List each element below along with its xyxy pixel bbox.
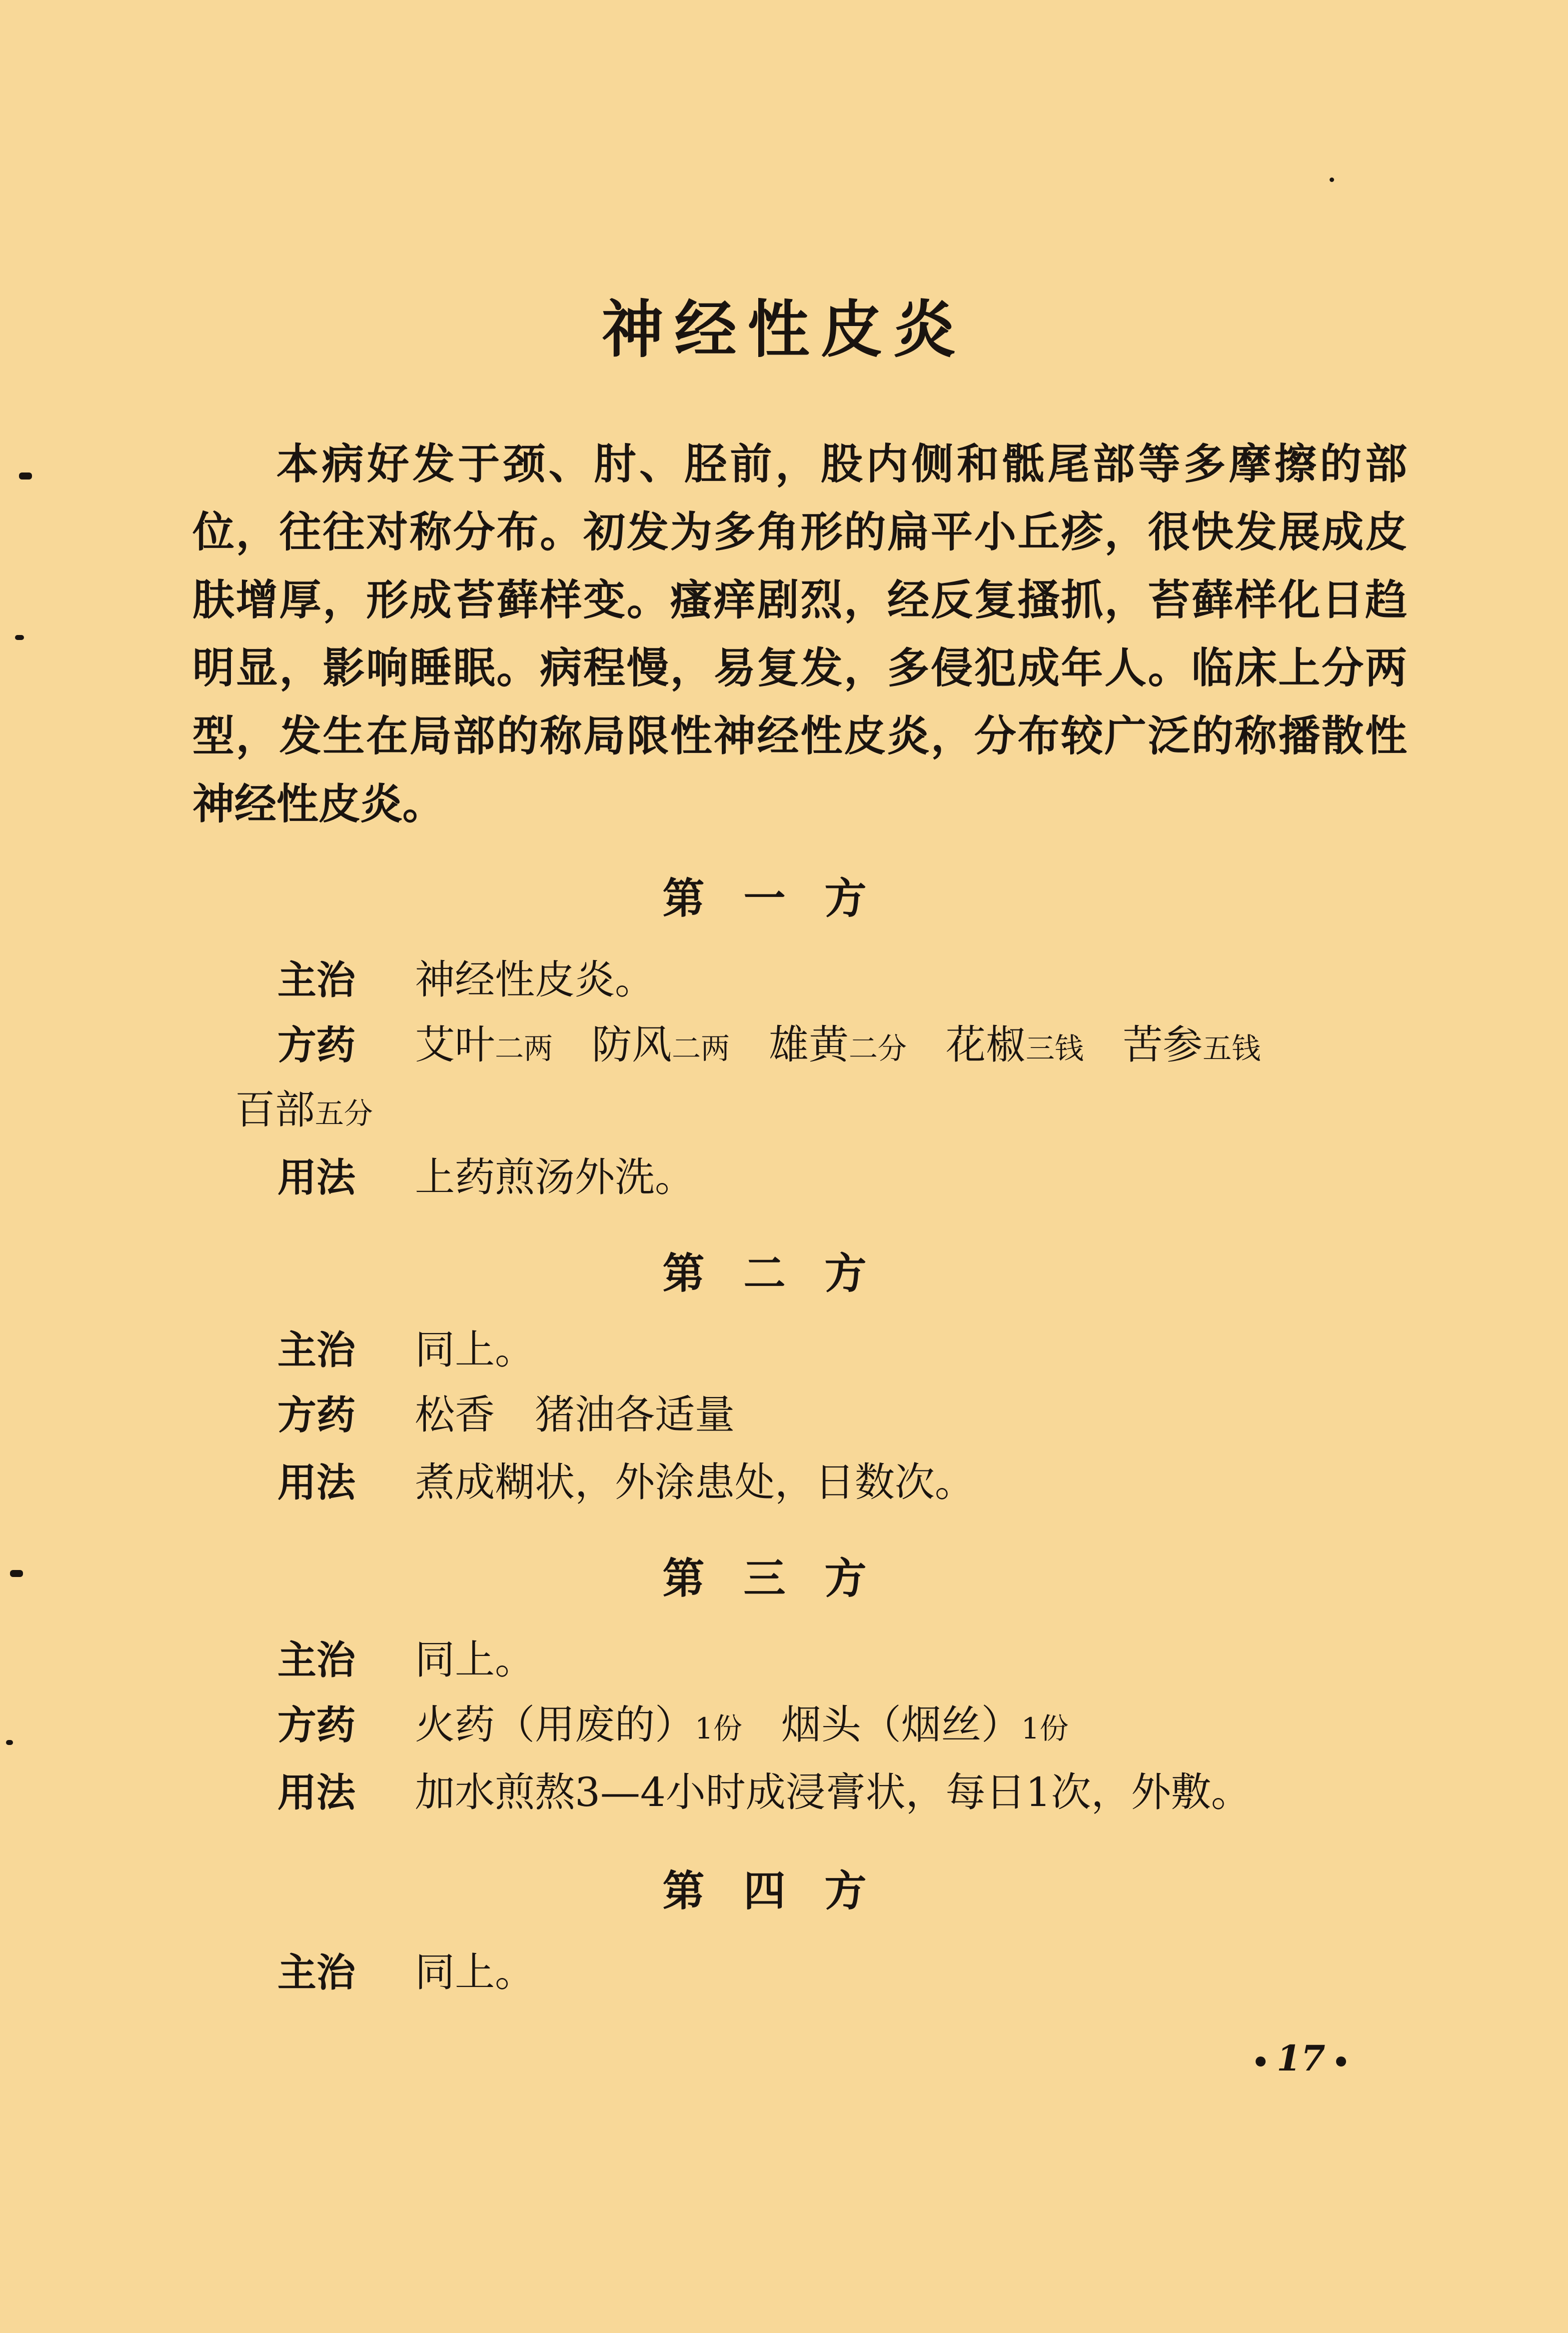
drug-amount: 五分 [315,1096,373,1130]
drug-amount: 二两 [672,1032,730,1066]
drug-name: 苦参 [1123,1022,1203,1068]
intro-paragraph: 本病好发于颈、肘、胫前，股内侧和骶尾部等多摩擦的部位，往往对称分布。初发为多角形的扁平小丘疹，很快发展成皮肤增厚，形成苔藓样变。瘙痒剧烈，经反复搔抓，苔藓样化日趋明显，影响睡眠。病程慢，易复发，多侵犯成年人。临床上分两型，发生在局部的称局限性神经性皮炎，分布较广泛的称播散性神经性皮炎。 [192,439,1407,828]
page-title: 神经性皮炎 [601,294,967,366]
drug-item [769,1012,907,1081]
indication-label: 主治 [277,1950,356,1996]
section-heading: 第四方 [662,1866,906,1916]
drug-amount: 1份 [695,1712,742,1746]
bullet-icon [1256,2056,1266,2066]
page-number [1245,2038,1357,2079]
drug-item [781,1692,1069,1761]
indication-label: 主治 [277,1328,356,1373]
usage-row [277,1450,1417,1516]
formula-list [415,1012,1261,1081]
formula-list [415,1692,1069,1761]
formula-row [277,1012,1417,1081]
formula-row [277,1382,1417,1448]
drug-name: 火药（用废的） [415,1702,695,1748]
usage-text: 加水煎熬3—4小时成浸膏状，每日1次，外敷。 [415,1769,1251,1816]
drug-amount: 二两 [495,1032,553,1066]
indication-row [277,1940,1417,2006]
indication-text: 神经性皮炎。 [415,956,655,1003]
drug-name: 防风 [592,1022,672,1068]
indication-row [277,948,1417,1013]
section-heading: 第二方 [662,1249,906,1298]
usage-label: 用法 [277,1770,356,1816]
indication-row [277,1318,1417,1383]
indication-label: 主治 [277,958,356,1003]
usage-label: 用法 [277,1460,356,1506]
drug-name: 艾叶 [415,1022,495,1068]
indication-label: 主治 [277,1638,356,1683]
indication-text: 同上。 [415,1949,535,1996]
indication-text: 同上。 [415,1636,535,1683]
formula-label: 方药 [277,1703,356,1748]
page-number-text: 17 [1277,2038,1326,2079]
margin-mark [6,1740,13,1745]
drug-name: 百部 [235,1086,315,1133]
margin-mark [15,635,24,640]
bullet-icon [1336,2056,1346,2066]
drug-name: 雄黄 [769,1022,849,1068]
drug-item [946,1012,1084,1081]
usage-row [277,1145,1417,1210]
formula-label: 方药 [277,1023,356,1068]
drug-item [415,1692,742,1761]
drug-item [415,1012,553,1081]
section-heading: 第三方 [662,1554,906,1603]
formula-label: 方药 [277,1393,356,1438]
usage-text: 上药煎汤外洗。 [415,1154,695,1200]
drug-amount: 三钱 [1026,1032,1084,1066]
speck [1330,178,1334,182]
margin-mark [19,472,32,480]
drug-amount: 二分 [849,1032,907,1066]
drug-name: 烟头（烟丝） [781,1702,1021,1748]
usage-label: 用法 [277,1156,356,1200]
usage-row [277,1760,1417,1826]
formula-continuation [235,1078,373,1146]
drug-name: 花椒 [946,1022,1026,1068]
indication-row [277,1628,1417,1693]
drug-item [1123,1012,1261,1081]
indication-text: 同上。 [415,1326,535,1373]
formula-text: 松香 猪油各适量 [415,1392,735,1438]
drug-amount: 五钱 [1203,1032,1261,1066]
usage-text: 煮成糊状，外涂患处，日数次。 [415,1459,975,1506]
formula-row [277,1692,1417,1761]
drug-item [592,1012,730,1081]
drug-amount: 1份 [1021,1712,1069,1746]
section-heading: 第一方 [662,874,906,923]
